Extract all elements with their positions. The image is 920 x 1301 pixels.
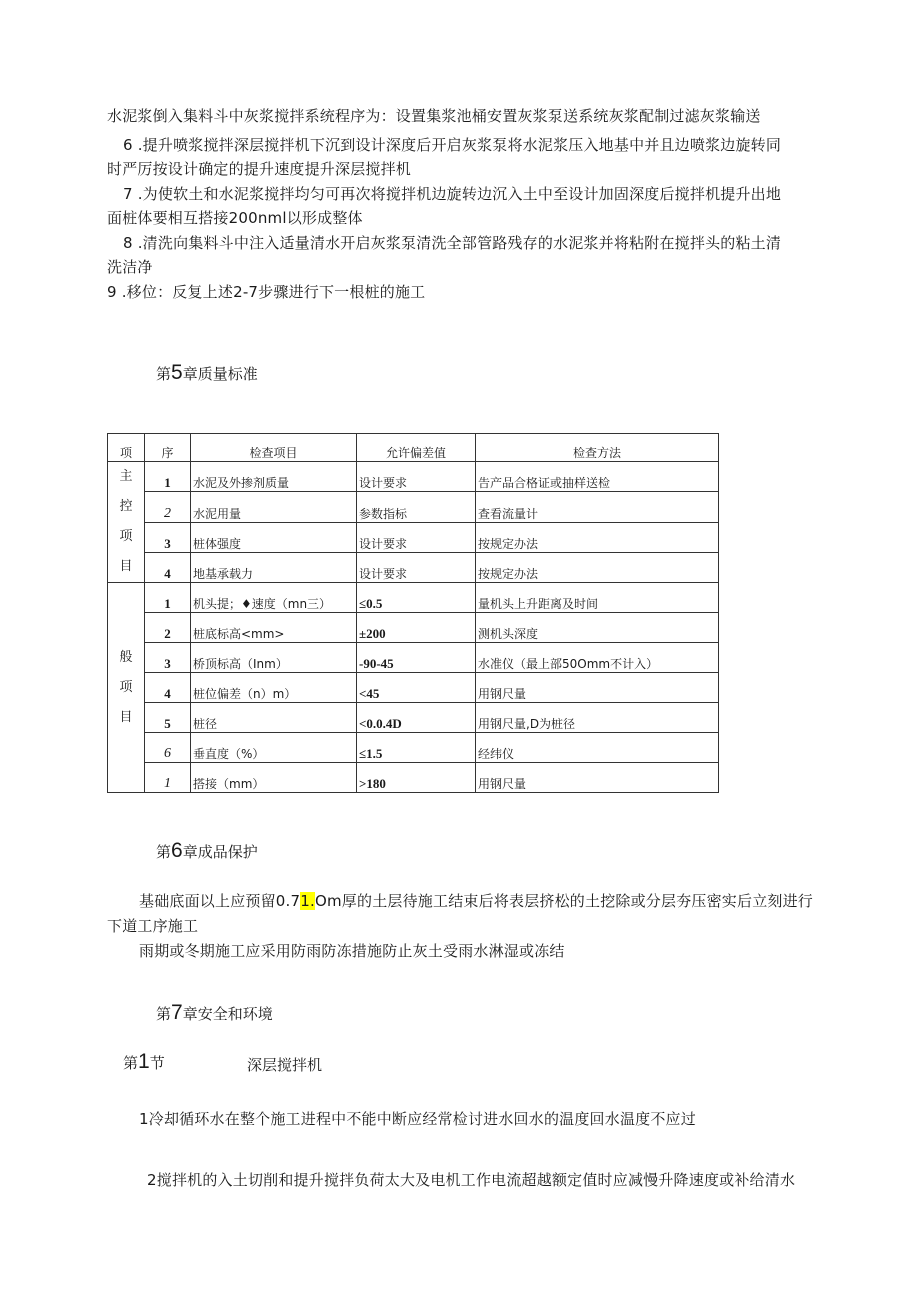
method-cell: 用钢尺量,D为桩径 — [476, 703, 719, 733]
category-main-control — [108, 462, 145, 583]
table-row — [108, 583, 719, 613]
table-row — [108, 763, 719, 793]
safety-item-2: 2搅拌机的入土切削和提升搅拌负荷太大及电机工作电流超越额定值时应减慢升降速度或补给清水 — [147, 1171, 796, 1189]
method-cell: 测机头深度 — [476, 613, 719, 643]
chapter-title: 章质量标准 — [182, 365, 258, 383]
chapter-number: 7 — [171, 1001, 183, 1024]
seq-cell: 1 — [145, 583, 191, 613]
table-row — [108, 462, 719, 492]
chapter-prefix: 第 — [156, 365, 172, 383]
seq-cell: 2 — [145, 492, 191, 522]
table-row — [108, 613, 719, 643]
item-cell: 桥顶标高（Inm） — [191, 643, 357, 673]
table-row — [108, 643, 719, 673]
category-char: 项 — [119, 529, 133, 544]
header-cell: 检查方法 — [476, 434, 719, 462]
method-cell: 按规定办法 — [476, 522, 719, 552]
chapter-heading-5 — [156, 361, 258, 385]
seq-cell: 1 — [145, 462, 191, 492]
paragraph-line: 9 .移位：反复上述2-7步骤进行下一根桩的施工 — [107, 283, 426, 301]
method-cell: 用钢尺量 — [476, 763, 719, 793]
protection-text: Om厚的土层待施工结束后将表层挤松的土挖除或分层夯压密实后立刻进行 — [314, 892, 814, 910]
category-char: 目 — [119, 559, 133, 574]
method-cell: 经纬仪 — [476, 733, 719, 763]
seq-cell: 4 — [145, 552, 191, 582]
table-row — [108, 703, 719, 733]
chapter-number: 6 — [171, 839, 183, 862]
tolerance-cell: ≤0.5 — [357, 583, 476, 613]
tolerance-cell: <45 — [357, 673, 476, 703]
paragraph-line: 6 .提升喷浆搅拌深层搅拌机下沉到设计深度后开启灰浆泵将水泥浆压入地基中并且边喷浆边旋转同 — [123, 136, 782, 154]
chapter-number: 5 — [171, 361, 183, 384]
item-cell: 机头提；♦速度（mn三） — [191, 583, 357, 613]
paragraph-line: 8 .清洗向集料斗中注入适量清水开启灰浆泵清洗全部管路残存的水泥浆并将粘附在搅拌头的粘土清 — [123, 234, 782, 252]
seq-cell: 1 — [145, 763, 191, 793]
item-cell: 地基承载力 — [191, 552, 357, 582]
tolerance-cell: 参数指标 — [357, 492, 476, 522]
method-cell: 量机头上升距离及时间 — [476, 583, 719, 613]
tolerance-cell: >180 — [357, 763, 476, 793]
table-row — [108, 492, 719, 522]
table-header-row — [108, 434, 719, 462]
chapter-title: 章成品保护 — [182, 843, 258, 861]
tolerance-cell: 设计要求 — [357, 522, 476, 552]
paragraph-line: 面桩体要相互搭接200nml以形成整体 — [107, 209, 363, 227]
seq-cell: 3 — [145, 643, 191, 673]
header-cell: 允许偏差值 — [357, 434, 476, 462]
seq-cell: 2 — [145, 613, 191, 643]
method-cell: 告产品合格证或抽样送检 — [476, 462, 719, 492]
item-cell: 搭接（mm） — [191, 763, 357, 793]
chapter-prefix: 第 — [156, 843, 172, 861]
item-cell: 垂直度（%） — [191, 733, 357, 763]
chapter-title: 章安全和环境 — [182, 1005, 273, 1023]
protection-line-3: 雨期或冬期施工应采用防雨防冻措施防止灰土受雨水淋湿或冻结 — [139, 942, 565, 960]
tolerance-cell: 设计要求 — [357, 462, 476, 492]
paragraph-line: 7 .为使软土和水泥浆搅拌均匀可再次将搅拌机边旋转边沉入土中至设计加固深度后搅拌机提升出地 — [123, 185, 782, 203]
category-general — [108, 583, 145, 793]
table-row — [108, 733, 719, 763]
tolerance-cell: <0.0.4D — [357, 703, 476, 733]
paragraph-line: 时严厉按设计确定的提升速度提升深层搅拌机 — [107, 160, 412, 178]
tolerance-cell: 设计要求 — [357, 552, 476, 582]
table-row — [108, 522, 719, 552]
item-cell: 桩位偏差（n）m） — [191, 673, 357, 703]
table-row — [108, 552, 719, 582]
category-char: 般 — [119, 649, 133, 665]
seq-cell: 5 — [145, 703, 191, 733]
header-cell: 项 — [108, 434, 145, 462]
safety-item-1: 1冷却循环水在整个施工进程中不能中断应经常检讨进水回水的温度回水温度不应过 — [139, 1110, 696, 1128]
highlighted-text: 1. — [300, 892, 315, 910]
item-cell: 桩径 — [191, 703, 357, 733]
item-cell: 水泥用量 — [191, 492, 357, 522]
header-cell: 序 — [145, 434, 191, 462]
section-number: 1 — [138, 1050, 150, 1073]
category-char: 目 — [119, 709, 133, 725]
tolerance-cell: ≤1.5 — [357, 733, 476, 763]
chapter-prefix: 第 — [156, 1005, 172, 1023]
seq-cell: 4 — [145, 673, 191, 703]
tolerance-cell: -90-45 — [357, 643, 476, 673]
paragraph-line: 水泥浆倒入集料斗中灰浆搅拌系统程序为：设置集浆池桶安置灰浆泵送系统灰浆配制过滤灰浆输送 — [107, 107, 761, 125]
table-row — [108, 673, 719, 703]
method-cell: 水准仪（最上部50Omm不计入） — [476, 643, 719, 673]
category-char: 主 — [119, 469, 133, 484]
protection-text: 基础底面以上应预留0.7 — [139, 892, 301, 910]
protection-line-2: 下道工序施工 — [107, 917, 199, 935]
category-char: 项 — [119, 679, 133, 695]
section-heading-1 — [123, 1050, 165, 1074]
category-char: 控 — [119, 499, 133, 514]
section-suffix: 节 — [149, 1054, 165, 1072]
tolerance-cell: ±200 — [357, 613, 476, 643]
method-cell: 用钢尺量 — [476, 673, 719, 703]
chapter-heading-7 — [156, 1001, 273, 1025]
chapter-heading-6 — [156, 839, 258, 863]
quality-standard-table — [107, 433, 719, 793]
header-cell: 检查项目 — [191, 434, 357, 462]
item-cell: 桩体强度 — [191, 522, 357, 552]
method-cell: 按规定办法 — [476, 552, 719, 582]
item-cell: 水泥及外掺剂质量 — [191, 462, 357, 492]
protection-line-1 — [139, 890, 813, 911]
seq-cell: 6 — [145, 733, 191, 763]
paragraph-line: 洗洁净 — [107, 258, 153, 276]
seq-cell: 3 — [145, 522, 191, 552]
section-prefix: 第 — [123, 1054, 139, 1072]
method-cell: 查看流量计 — [476, 492, 719, 522]
section-title: 深层搅拌机 — [247, 1056, 323, 1074]
item-cell: 桩底标高<mm> — [191, 613, 357, 643]
